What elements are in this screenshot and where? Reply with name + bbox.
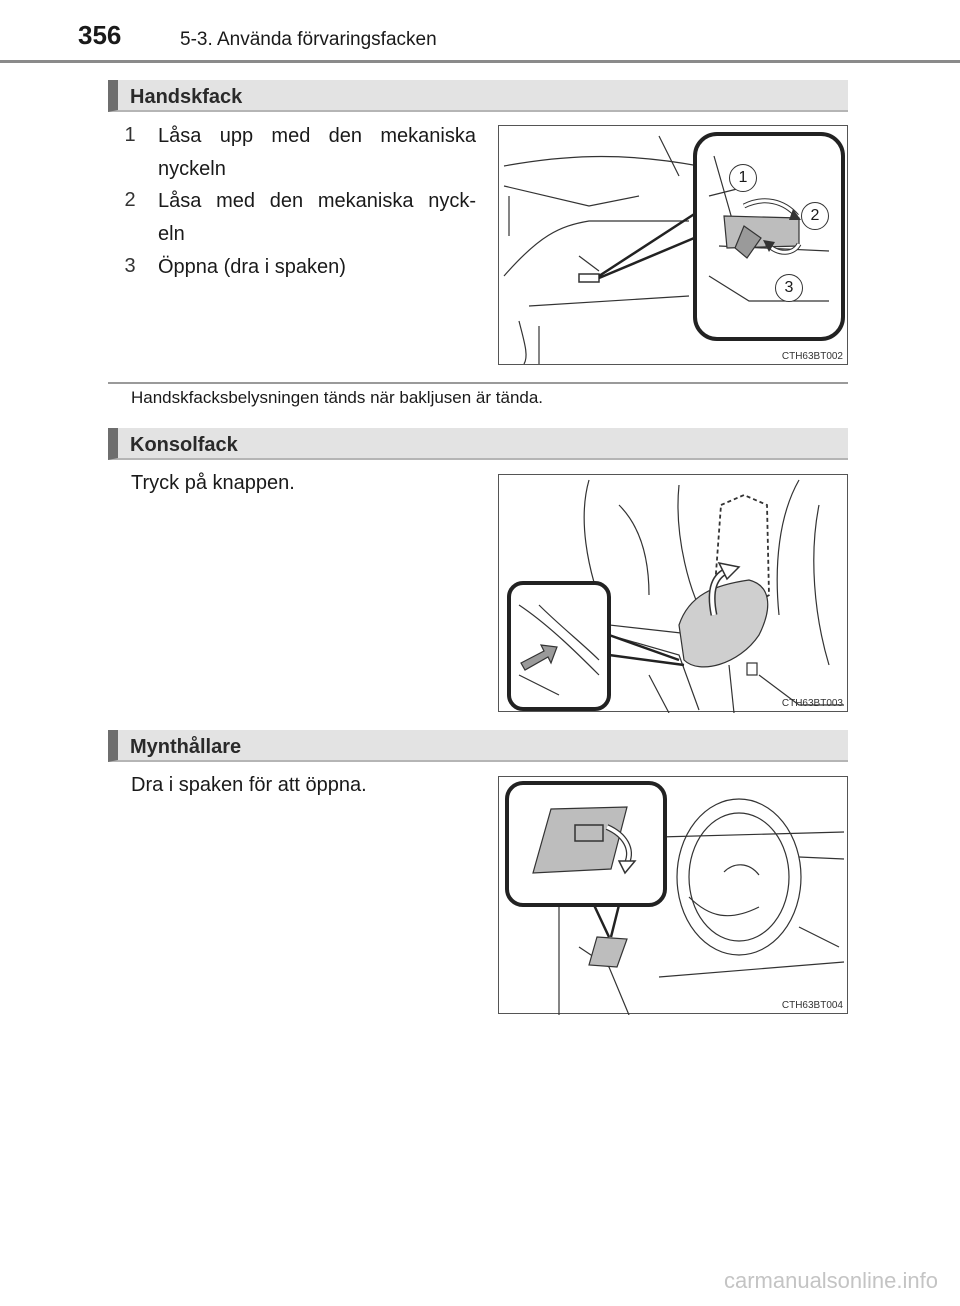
coin-instruction: Dra i spaken för att öppna. — [131, 774, 367, 796]
section-header-coin — [108, 730, 848, 762]
glovebox-illustration — [499, 126, 849, 366]
step-text-cont: nyckeln — [158, 158, 226, 180]
step-text: Låsa upp med den mekaniska — [158, 125, 476, 147]
section-header-glovebox — [108, 80, 848, 112]
callout-1: 1 — [729, 164, 757, 192]
callout-2: 2 — [801, 202, 829, 230]
figure-code: CTH63BT002 — [781, 351, 843, 362]
step-text: Låsa med den mekaniska nyck- — [158, 190, 476, 212]
page-number: 356 — [78, 20, 122, 50]
chapter-title: 5-3. Använda förvaringsfacken — [180, 29, 437, 50]
figure-glovebox — [498, 125, 848, 365]
step-text-cont: eln — [158, 223, 185, 245]
note-divider — [108, 382, 848, 384]
section-title: Mynthållare — [130, 736, 242, 758]
header-rule — [0, 60, 960, 63]
callout-3: 3 — [775, 274, 803, 302]
glovebox-note: Handskfacksbelysningen tänds när bakljusen är tända. — [131, 388, 544, 407]
step-text: Öppna (dra i spaken) — [158, 256, 346, 278]
step-number: 1 — [124, 124, 136, 146]
figure-console — [498, 474, 848, 712]
figure-code: CTH63BT003 — [781, 698, 843, 709]
figure-code: CTH63BT004 — [781, 1000, 843, 1011]
console-instruction: Tryck på knappen. — [131, 472, 295, 494]
section-title: Handskfack — [130, 86, 243, 108]
coin-holder-illustration — [499, 777, 849, 1015]
step-number: 3 — [124, 255, 136, 277]
section-title: Konsolfack — [130, 434, 238, 456]
step-number: 2 — [124, 189, 136, 211]
console-illustration — [499, 475, 849, 713]
watermark: carmanualsonline.info — [723, 1268, 938, 1293]
figure-coin — [498, 776, 848, 1014]
section-header-console — [108, 428, 848, 460]
